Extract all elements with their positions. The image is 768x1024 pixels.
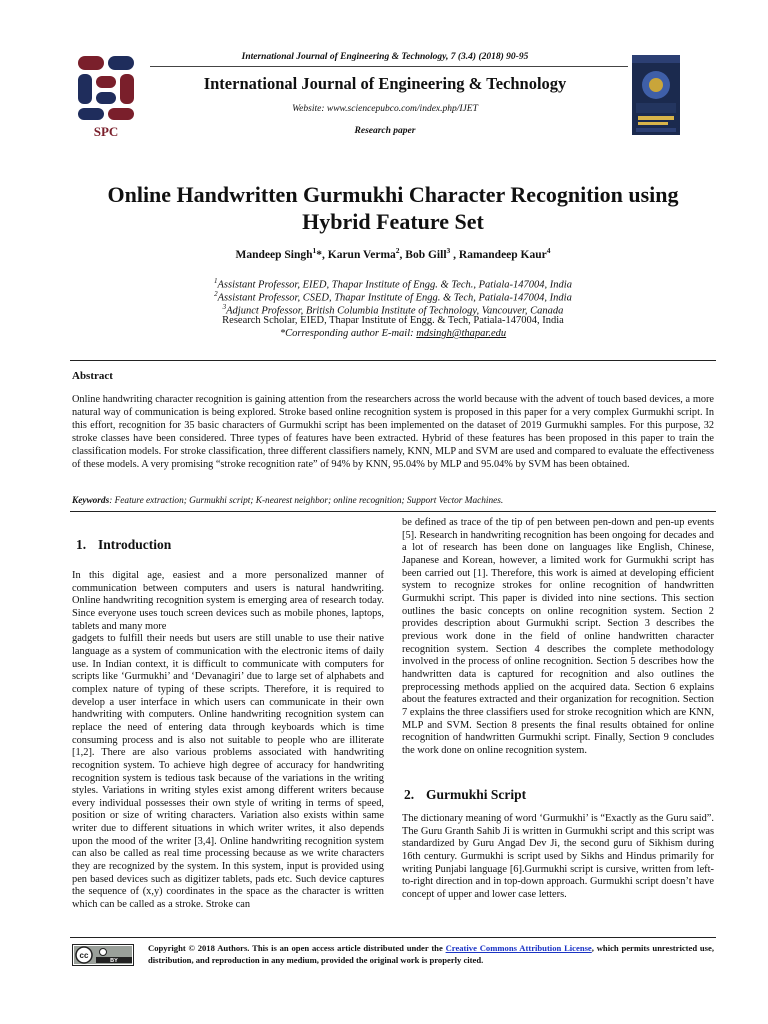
right-column-section2	[402, 813, 714, 902]
author-separator: ,	[399, 248, 406, 261]
person-icon	[100, 949, 107, 956]
journal-citation: International Journal of Engineering & Technology, 7 (3.4) (2018) 90-95	[241, 52, 529, 62]
affiliation-mark: 2	[214, 290, 218, 298]
abstract-top-rule	[70, 360, 716, 361]
abstract-heading: Abstract	[72, 370, 113, 382]
paragraph: gadgets to fulfill their needs but users are still unable to use their native language as a system of communication with the electronic items of daily use. In Indian context, it is difficult to communicate with computers for scripts like ‘Gurmukhi’ and ‘Devanagiri’ due to large set of alphabets and complex nature of typing of these scripts. Therefore, it is required to develop a user interface in which users can communicate in their own handwriting with computers. Online handwriting recognition system can replace the need of entering data through keyboards which is time consuming process and is also not suitable to people who are illiterate [1,2]. There are also various problems associated with handwriting recognition system. To achieve high degree of accuracy for handwriting recognition system is tedious task because of the variations in the writing styles. Variations in writing styles exist among different writers because every individual possesses their own style of writing in terms of speed, position or size of writing characters. Variation also exists within same writer due to different situations in which writer writes, it also depends upon the mood of the writer [3,4]. Online handwriting recognition system can also be called as real time processing because as we write characters they are recognized by the system. In this system, input is provided using pen based devices such as digitizer tablets, pads etc. Such device captures the sequence of (x,y) coordinates in the space as the character is written which can be called as a stroke. Stroke can	[72, 633, 384, 911]
abstract-body: Online handwriting character recognition is gaining attention from the researchers across the world because with the advent of touch based devices, a more natural way of communication is being explored. Stroke based online recognition system is proposed in this paper for a very complex Gurmukhi script. In this effort, recognition for 35 basic characters of Gurmukhi script has been implemented on the dataset of 2019 Gurmukhi samples. For this purpose, 32 stroke classes have been considered. Three types of features have been extracted. Hybrid of these features has been proposed in this paper to train the classification models. For stroke classification, three different classifiers namely, KNN, MLP and SVM are used and compared to evaluate the effectiveness of these models. A very promising “stroke recognition rate” of 94% by KNN, 95.04% by MLP and 95.04% by SVM has been obtained.	[72, 394, 714, 470]
right-column-continuation	[402, 517, 714, 757]
affiliation-text: Assistant Professor, CSED, Thapar Institute of Engg. & Tech, Patiala-147004, India	[217, 292, 572, 304]
keywords-text: : Feature extraction; Gurmukhi script; K-nearest neighbor; online recognition; Support Vector Machines.	[109, 496, 504, 506]
corresponding-author	[70, 327, 716, 340]
author-separator: ,	[450, 248, 459, 261]
author-name: Bob Gill	[405, 248, 447, 261]
cc-label: cc	[79, 951, 89, 960]
copyright-text-end: , which permits unrestricted use, distribution, and reproduction in any medium, provided the original work is properly cited.	[148, 943, 714, 965]
affiliation-mark: 1	[214, 277, 218, 285]
paper-type: Research paper	[354, 126, 416, 136]
paragraph: be defined as trace of the tip of pen between pen-down and pen-up events [5]. Research in handwriting recognition has been ongoing for decades and a lot of research has been done on languages like English, Chinese, Japanese and Korean, however, a limited work for Gurmukhi script has been carried out [1]. Therefore, this work is aimed at developing efficient system to recognize strokes for online recognition of handwritten Gurmukhi script. This paper is divided into nine sections. This section outlines the basic concepts on online recognition system. Section 2 provides description about Gurmukhi script. Section 3 describes the previous work done in the field of online handwritten character recognition system. Section 4 describes the complete methodology involved in the process of online recognition. Section 5 describes how the handwritten data is captured for recognition and also outlines the preprocessing methods applied on the acquired data. Section 6 explains about the features extracted and their organization for recognition. Section 7 explains the three classifiers used for stroke recognition which are KNN, MLP and SVM. Section 8 presents the final results obtained for online recognition of handwritten Gurmukhi script. Finally, Section 9 concludes the work done on online recognition system.	[402, 517, 714, 756]
copyright-notice	[148, 942, 714, 966]
author-separator: *,	[316, 248, 328, 261]
author-affiliation-mark: 3	[446, 246, 451, 255]
spc-logo-icon	[70, 52, 146, 140]
author-name: Karun Verma	[327, 248, 396, 261]
license-link[interactable]: Creative Commons Attribution License	[445, 943, 592, 953]
cc-by-badge[interactable]	[72, 944, 134, 966]
paragraph: The dictionary meaning of word ‘Gurmukhi’ is “Exactly as the Guru said”. The Guru Granth Sahib Ji is written in Gurmukhi script and this script was standardized by Guru Angad Dev Ji, the second guru of Sikhism during 16th century. Gurmukhi is script used by Sikhs and Hindus primarily for writing Punjabi language [6].Gurmukhi script is cursive, written from left-to-right direction and in top-down approach. Gurmukhi script doesn’t have concept of upper and lower case letters.	[402, 813, 714, 900]
keywords	[72, 496, 714, 506]
affiliation-text: Assistant Professor, EIED, Thapar Institute of Engg. & Tech., Patiala-147004, India	[217, 279, 572, 291]
author-affiliation-mark: 4	[546, 246, 551, 255]
by-label: BY	[110, 958, 118, 965]
publisher-logo	[70, 52, 146, 140]
author-list	[70, 246, 716, 261]
paper-title	[70, 181, 716, 235]
author-name: Ramandeep Kaur	[458, 248, 547, 261]
section-heading-gurmukhi-script	[404, 787, 526, 803]
title-line-2: Hybrid Feature Set	[302, 209, 484, 234]
copyright-text: Copyright © 2018 Authors. This is an open access article distributed under the	[148, 943, 446, 953]
title-line-1: Online Handwritten Gurmukhi Character Recognition using	[107, 182, 679, 207]
footer-rule	[70, 937, 716, 938]
journal-website[interactable]: Website: www.sciencepubco.com/index.php/IJET	[292, 104, 478, 114]
affiliation-mark: 3	[222, 303, 227, 311]
author-name: Mandeep Singh	[235, 248, 313, 261]
abstract-bottom-rule	[70, 511, 716, 512]
author-affiliation-mark: 2	[395, 246, 400, 255]
header-rule	[150, 66, 628, 67]
paragraph: In this digital age, easiest and a more personalized manner of communication between computers and users is natural handwriting. Online handwriting recognition system is emerging area of research today. Since everyone uses touch screen devices such as mobile phones, laptops, tablets and many more	[72, 570, 384, 632]
author-affiliation-mark: 1	[312, 246, 317, 255]
section-title: Gurmukhi Script	[426, 787, 527, 802]
journal-name: International Journal of Engineering & Technology	[203, 74, 567, 93]
logo-label: SPC	[93, 124, 119, 139]
section-heading-introduction	[76, 537, 171, 553]
affiliation-text: Research Scholar, EIED, Thapar Institute of Engg. & Tech, Patiala-147004, India	[222, 315, 564, 326]
keywords-label: Keywords	[72, 496, 110, 506]
affiliation-text: Adjunct Professor, British Columbia Institute of Technology, Vancouver, Canada	[226, 305, 564, 317]
section-number: 2.	[404, 787, 415, 802]
corresponding-label: *Corresponding author E-mail:	[279, 328, 417, 339]
journal-cover-image	[632, 55, 680, 135]
affiliation-4	[70, 314, 716, 327]
section-title: Introduction	[98, 537, 172, 552]
left-column	[72, 570, 384, 912]
email-link[interactable]: mdsingh@thapar.edu	[416, 328, 507, 339]
section-number: 1.	[76, 537, 87, 552]
